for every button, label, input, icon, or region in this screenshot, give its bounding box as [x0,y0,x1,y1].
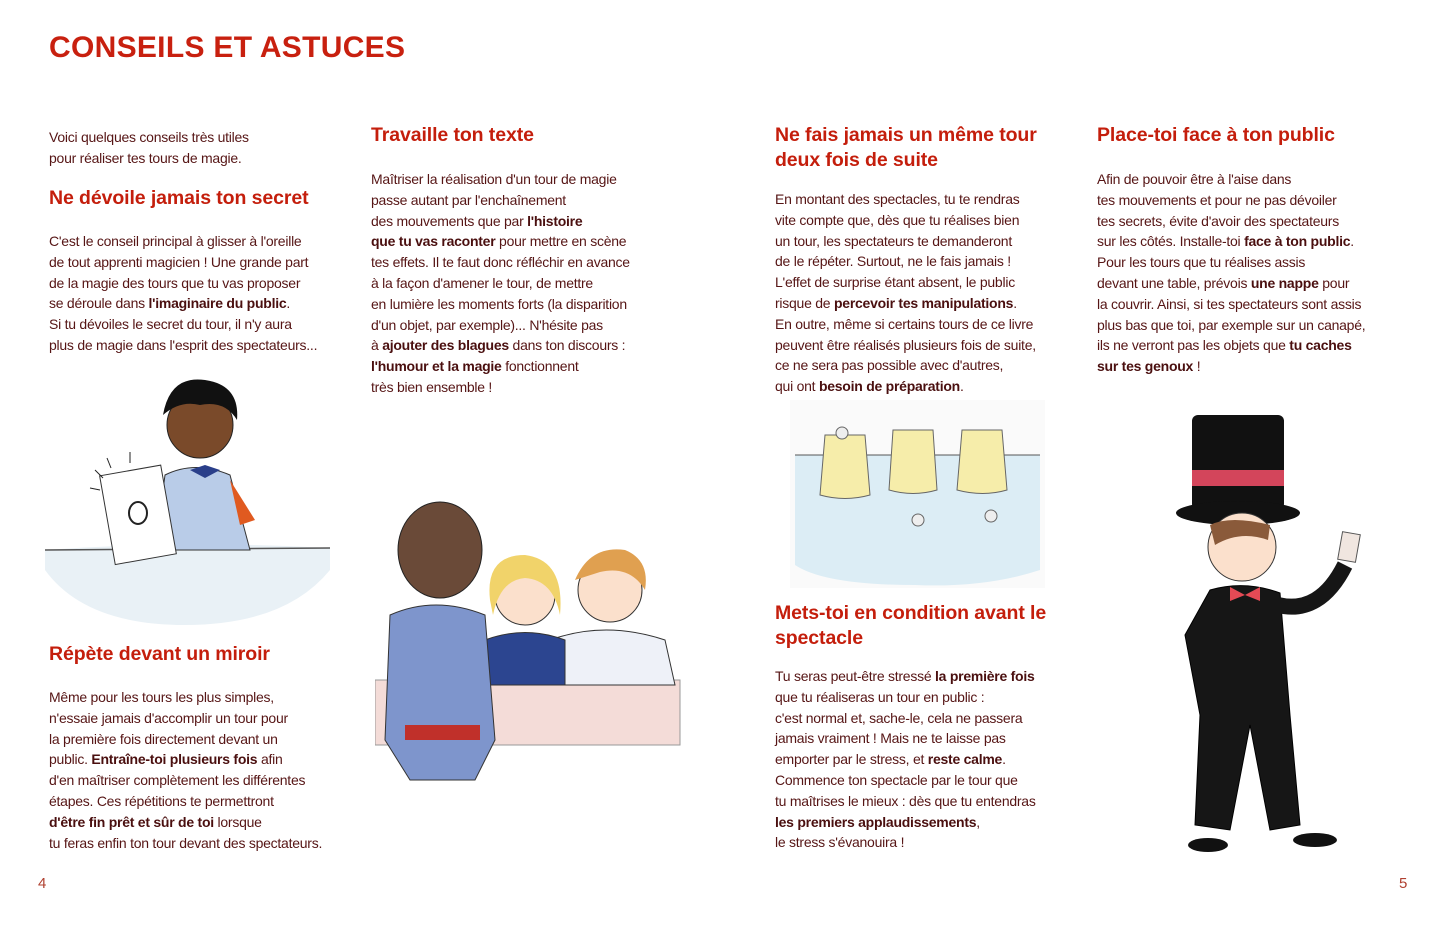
text: En outre, même si certains tours de ce livre [775,315,1034,332]
text-line [1097,169,1365,190]
intro-text [49,127,249,169]
bold-text: la première fois [935,668,1035,684]
body-condition [775,666,1036,853]
text-line [49,293,317,314]
text-line [775,251,1036,272]
text-line [775,770,1036,791]
text-line [371,335,630,356]
text: que tu réaliseras un tour en public : [775,688,985,705]
text: d'en maîtriser complètement les différentes [49,772,306,789]
text: tu feras enfin ton tour devant des spectateurs. [49,834,323,851]
intro-line: pour réaliser tes tours de magie. [49,149,242,166]
text: . [286,295,291,312]
text-line [371,211,630,232]
text: de tout apprenti magicien ! Une grande part [49,253,309,270]
text-line [775,749,1036,770]
text: . [959,378,964,395]
text-line [1097,356,1365,377]
text-line [49,749,322,770]
text: un tour, les spectateurs te demanderont [775,232,1012,249]
text-line [775,791,1036,812]
text-line [1097,273,1365,294]
text-line [49,314,317,335]
text: d'un objet, par exemple)... N'hésite pas [371,316,603,333]
heading-texte: Travaille ton texte [371,124,534,146]
text: . [1002,751,1006,768]
page-title: CONSEILS ET ASTUCES [49,31,406,64]
text-line [371,294,630,315]
text-line [775,335,1036,356]
text-line [775,231,1036,252]
bold-text: l'imaginaire du public [148,295,287,312]
heading-public: Place-toi face à ton public [1097,124,1335,146]
bold-text: face à ton public [1244,233,1351,250]
text: devant une table, prévois [1097,274,1251,291]
text: la première fois directement devant un [49,730,278,747]
bold-text: sur tes genoux [1097,358,1194,375]
text-line [49,708,322,729]
text: L'effet de surprise étant absent, le public [775,274,1015,291]
text: ce ne sera pas possible avec d'autres, [775,357,1004,374]
text: à la façon d'amener le tour, de mettre [371,274,593,291]
bold-text: les premiers applaudissements [775,813,977,830]
text: plus bas que toi, par exemple sur un canapé, [1097,316,1366,333]
text-line [49,812,322,833]
text: n'essaie jamais d'accomplir un tour pour [49,709,288,726]
text: vite compte que, dès que tu réalises bien [775,211,1020,228]
text: Afin de pouvoir être à l'aise dans [1097,171,1292,187]
text-line [49,335,317,356]
text: emporter par le stress, et [775,751,928,768]
text: En montant des spectacles, tu te rendras [775,191,1020,207]
body-miroir [49,687,322,853]
text-line [775,272,1036,293]
bold-text: besoin de préparation [818,378,960,395]
text: en lumière les moments forts (la disparition [371,295,627,312]
text: pour [1318,274,1350,291]
text: afin [257,751,283,768]
body-texte [371,169,630,398]
text-line [775,812,1036,833]
text-line [371,169,630,190]
text: se déroule dans [49,295,149,312]
text: le stress s'évanouira ! [775,834,905,851]
text-line [371,315,630,336]
text: tes secrets, évite d'avoir des spectateurs [1097,212,1339,229]
heading-miroir: Répète devant un miroir [49,643,270,665]
boy-magician-illustration [45,370,330,625]
text: . [1350,233,1354,250]
text: ils ne verront pas les objets que [1097,337,1290,354]
cups-balls-illustration [785,400,1050,588]
text-line [775,355,1036,376]
bold-text: l'humour et la magie [371,358,502,375]
text-line [775,708,1036,729]
text: , [976,813,980,830]
text: Pour les tours que tu réalises assis [1097,254,1306,271]
text-line [371,231,630,252]
text-line [371,273,630,294]
heading-secret: Ne dévoile jamais ton secret [49,187,309,209]
bold-text: percevoir tes manipulations [833,294,1014,311]
text-line [775,293,1036,314]
text: à [371,337,383,354]
body-secret [49,231,317,356]
text-line [1097,252,1365,273]
text: étapes. Ces répétitions te permettront [49,792,274,809]
text-line [49,729,322,750]
intro-line: Voici quelques conseils très utiles [49,129,249,145]
body-public [1097,169,1365,377]
bold-text: que tu vas raconter [371,233,496,250]
text: plus de magie dans l'esprit des spectateurs... [49,336,318,353]
text: Même pour les tours les plus simples, [49,689,274,705]
body-meme-tour [775,189,1036,397]
bold-text: ajouter des blagues [382,337,509,354]
text-line [1097,231,1365,252]
text-line [1097,335,1365,356]
text-line [49,273,317,294]
text-line [775,376,1036,397]
text: Si tu dévoiles le secret du tour, il n'y aura [49,316,292,333]
text: très bien ensemble ! [371,378,493,395]
text-line [775,314,1036,335]
text-line [775,189,1036,210]
text-line [775,687,1036,708]
text-line [371,190,630,211]
text-line [49,231,317,252]
bold-text: l'histoire [527,212,583,229]
text: public. [49,751,92,768]
bold-text: d'être fin prêt et sûr de toi [49,813,214,830]
page-number-left: 4 [38,875,47,892]
text: peuvent être réalisés plusieurs fois de suite, [775,336,1036,353]
text-line [1097,294,1365,315]
text: sur les côtés. Installe-toi [1097,233,1245,250]
text: tes effets. Il te faut donc réfléchir en avance [371,254,630,271]
text-line [49,833,322,854]
text: la couvrir. Ainsi, si tes spectateurs sont assis [1097,295,1362,312]
text-line [1097,211,1365,232]
text-line [49,770,322,791]
text: fonctionnent [501,358,579,375]
children-table-illustration [375,500,685,790]
bold-text: reste calme [927,751,1003,768]
text-line [49,791,322,812]
text: de la magie des tours que tu vas proposer [49,274,301,291]
text: . [1013,294,1017,311]
heading-meme-tour: Ne fais jamais un même tour deux fois de suite [775,124,1037,171]
text-line [371,377,630,398]
text: jamais vraiment ! Mais ne te laisse pas [775,730,1006,747]
text-line [775,728,1036,749]
text: c'est normal et, sache-le, cela ne passera [775,709,1023,726]
text-line [775,832,1036,853]
bold-text: Entraîne-toi plusieurs fois [91,751,258,768]
text: lorsque [213,813,262,830]
bold-text: une nappe [1250,274,1319,291]
text: Tu seras peut-être stressé [775,668,936,684]
text-line [371,356,630,377]
text-line [371,252,630,273]
text: Commence ton spectacle par le tour que [775,771,1018,788]
bold-text: tu caches [1289,337,1352,354]
text: passe autant par l'enchaînement [371,191,566,208]
text-line [775,666,1036,687]
text: Maîtriser la réalisation d'un tour de magie [371,171,617,187]
text: qui ont [775,378,819,395]
text: dans ton discours : [508,337,626,354]
text-line [49,252,317,273]
top-hat-magician-illustration [1170,415,1370,865]
text: ! [1193,358,1201,375]
text-line [775,210,1036,231]
text: des mouvements que par [371,212,528,229]
text: tes mouvements et pour ne pas dévoiler [1097,191,1337,208]
text: risque de [775,294,834,311]
text: tu maîtrises le mieux : dès que tu entendras [775,792,1036,809]
text-line [1097,190,1365,211]
text: pour mettre en scène [495,233,627,250]
text-line [49,687,322,708]
heading-condition: Mets-toi en condition avant le spectacle [775,602,1047,649]
text: C'est le conseil principal à glisser à l'oreille [49,233,302,249]
text: de le répéter. Surtout, ne le fais jamais ! [775,253,1011,270]
page-number-right: 5 [1399,875,1408,892]
text-line [1097,315,1365,336]
